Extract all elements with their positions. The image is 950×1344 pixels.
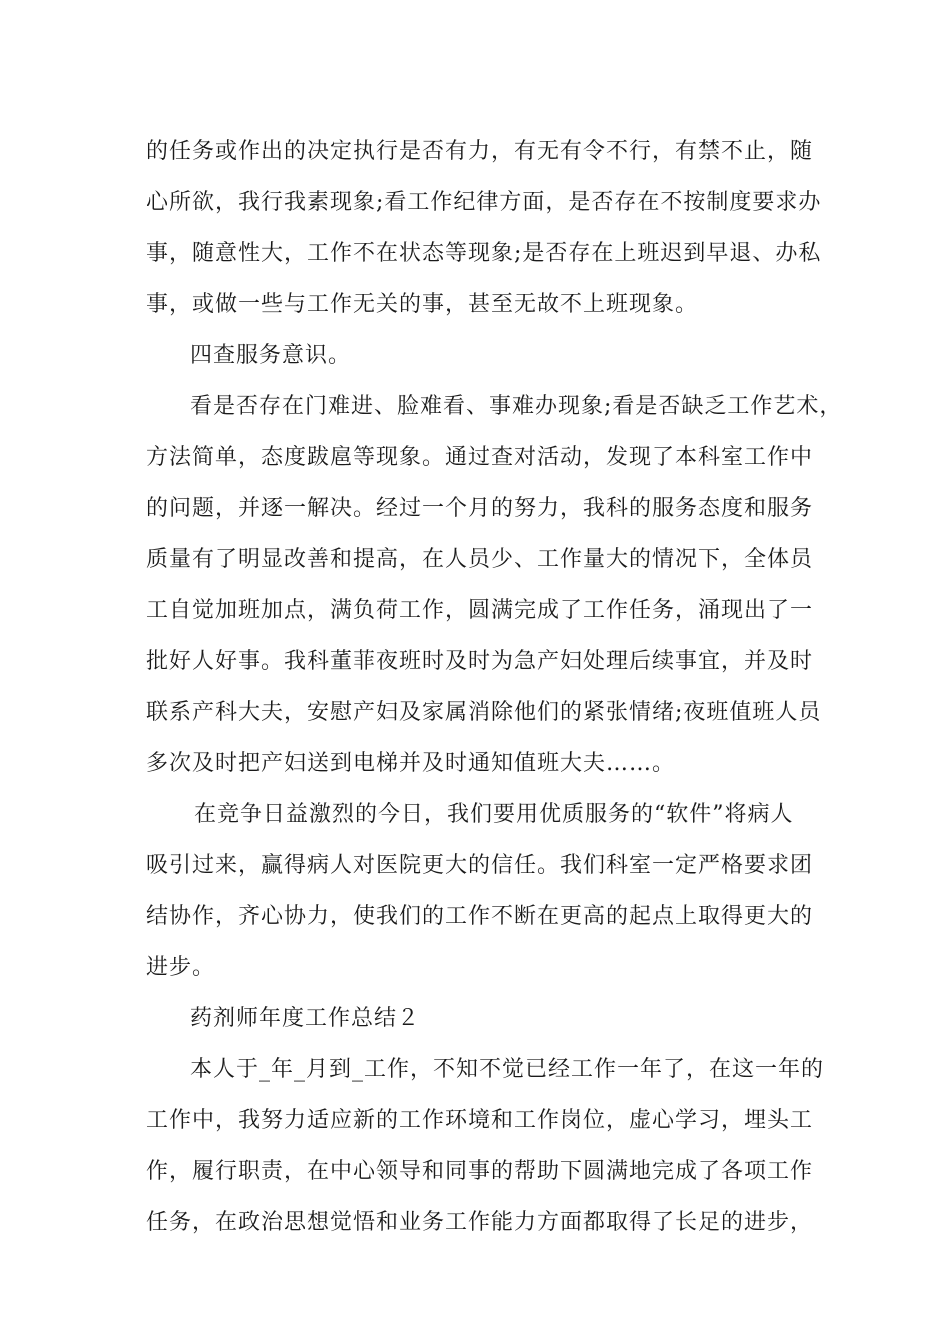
text-line: 结协作，齐心协力，使我们的工作不断在更高的起点上取得更大的 <box>146 904 814 929</box>
text-line: 任务，在政治思想觉悟和业务工作能力方面都取得了长足的进步， <box>146 1210 814 1235</box>
text-line: 吸引过来，赢得病人对医院更大的信任。我们科室一定严格要求团 <box>146 853 814 878</box>
text-line: 进步。 <box>146 955 216 980</box>
text-line: 工自觉加班加点，满负荷工作，圆满完成了工作任务，涌现出了一 <box>146 598 814 623</box>
text-line: 联系产科大夫，安慰产妇及家属消除他们的紧张情绪;夜班值班人员 <box>146 700 822 725</box>
text-line: 方法简单，态度跋扈等现象。通过查对活动，发现了本科室工作中 <box>146 445 814 470</box>
text-line: 看是否存在门难进、脸难看、事难办现象;看是否缺乏工作艺术， <box>190 394 843 419</box>
text-line: 在竞争日益激烈的今日，我们要用优质服务的“软件”将病人 <box>194 802 794 827</box>
text-line: 事，随意性大，工作不在状态等现象;是否存在上班迟到早退、办私 <box>146 241 822 266</box>
text-line: 多次及时把产妇送到电梯并及时通知值班大夫……。 <box>146 751 676 776</box>
text-line: 质量有了明显改善和提高，在人员少、工作量大的情况下，全体员 <box>146 547 814 572</box>
text-line: 工作中，我努力适应新的工作环境和工作岗位，虚心学习，埋头工 <box>146 1108 814 1133</box>
section-heading: 四查服务意识。 <box>190 343 352 368</box>
text-line: 心所欲，我行我素现象;看工作纪律方面，是否存在不按制度要求办 <box>146 190 822 215</box>
text-line: 的问题，并逐一解决。经过一个月的努力，我科的服务态度和服务 <box>146 496 814 521</box>
text-line: 本人于_年_月到_工作，不知不觉已经工作一年了，在这一年的 <box>190 1057 825 1082</box>
document-body <box>146 126 843 1248</box>
text-line: 作，履行职责，在中心领导和同事的帮助下圆满地完成了各项工作 <box>146 1159 814 1184</box>
text-line: 的任务或作出的决定执行是否有力，有无有令不行，有禁不止，随 <box>146 139 814 164</box>
section-heading: 药剂师年度工作总结２ <box>190 1006 421 1031</box>
text-line: 事，或做一些与工作无关的事，甚至无故不上班现象。 <box>146 292 699 317</box>
text-line: 批好人好事。我科董菲夜班时及时为急产妇处理后续事宜，并及时 <box>146 649 814 674</box>
